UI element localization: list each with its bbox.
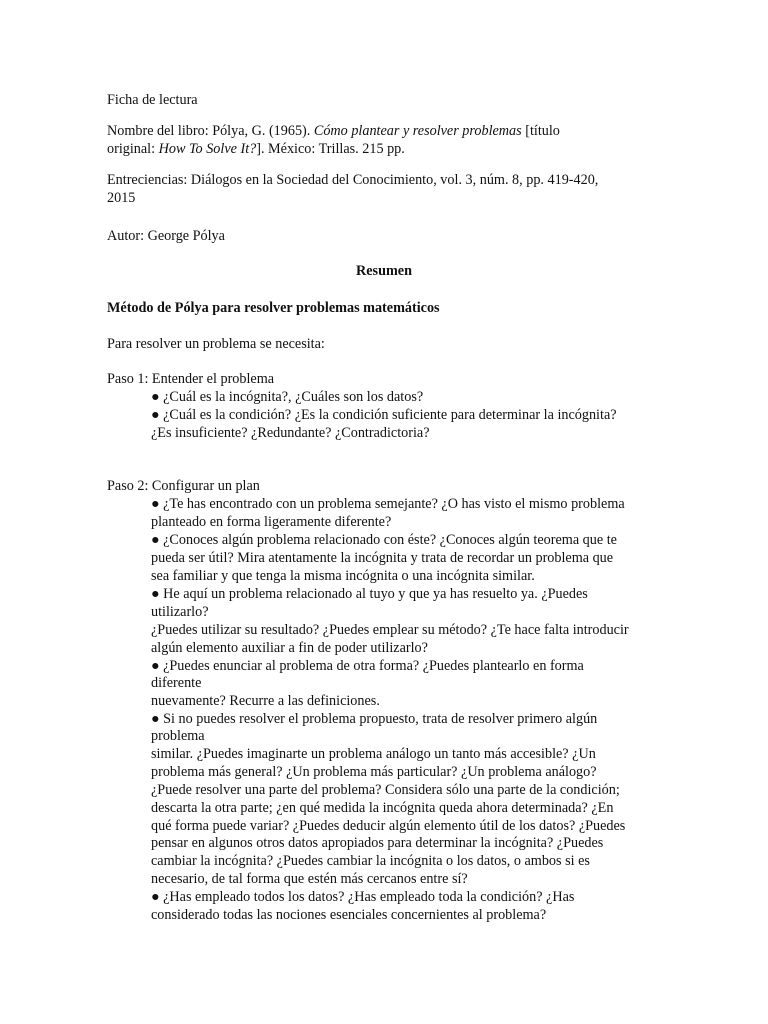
step2-line: ● Si no puedes resolver el problema propuesto, trata de resolver primero algún — [151, 711, 598, 727]
step2-line: qué forma puede variar? ¿Puedes deducir algún elemento útil de los datos? ¿Puedes — [151, 818, 626, 834]
step2-line: algún elemento auxiliar a fin de poder utilizarlo? — [151, 640, 428, 656]
source-line2: 2015 — [107, 190, 136, 206]
step2-line: planteado en forma ligeramente diferente? — [151, 514, 392, 530]
book-reference-line2 — [107, 141, 405, 158]
step2-line: similar. ¿Puedes imaginarte un problema análogo un tanto más accesible? ¿Un — [151, 746, 596, 762]
step2-line: necesario, de tal forma que estén más cercanos entre sí? — [151, 871, 468, 887]
book-reference-line1 — [107, 123, 560, 140]
step2-line: nuevamente? Recurre a las definiciones. — [151, 693, 380, 709]
step2-line: problema más general? ¿Un problema más particular? ¿Un problema análogo? — [151, 764, 597, 780]
step2-line: utilizarlo? — [151, 604, 209, 620]
step2-line: ¿Puedes utilizar su resultado? ¿Puedes emplear su método? ¿Te hace falta introducir — [151, 622, 629, 638]
step2-line: problema — [151, 728, 205, 744]
step2-line: ● ¿Has empleado todos los datos? ¿Has empleado toda la condición? ¿Has — [151, 889, 575, 905]
document-title: Ficha de lectura — [107, 92, 198, 108]
author: Autor: George Pólya — [107, 228, 225, 244]
book-prefix: Nombre del libro: Pólya, G. (1965). — [107, 123, 314, 139]
step2-line: descarta la otra parte; ¿en qué medida la incógnita queda ahora determinada? ¿En — [151, 800, 614, 816]
step2-line: cambiar la incógnita? ¿Puedes cambiar la incógnita o los datos, o ambos si es — [151, 853, 590, 869]
step2-line: pensar en algunos otros datos apropiados para determinar la incógnita? ¿Puedes — [151, 835, 604, 851]
step2-line: ● He aquí un problema relacionado al tuyo y que ya has resuelto ya. ¿Puedes — [151, 586, 588, 602]
book-after-title: [título — [521, 123, 560, 139]
step2-line: sea familiar y que tenga la misma incógnita o una incógnita similar. — [151, 568, 535, 584]
book-title: Cómo plantear y resolver problemas — [313, 123, 522, 139]
step2-line: ● ¿Puedes enunciar al problema de otra forma? ¿Puedes plantearlo en forma — [151, 658, 584, 674]
original-title: How To Solve It? — [158, 141, 257, 157]
original-prefix: original: — [107, 141, 159, 157]
method-heading: Método de Pólya para resolver problemas matemáticos — [107, 300, 440, 316]
step2-line: ¿Puede resolver una parte del problema? Considera sólo una parte de la condición; — [151, 782, 620, 798]
step1-line: ● ¿Cuál es la incógnita?, ¿Cuáles son los datos? — [151, 389, 424, 405]
step2-line: diferente — [151, 675, 202, 691]
step2-line: ● ¿Te has encontrado con un problema semejante? ¿O has visto el mismo problema — [151, 496, 625, 512]
step2-line: pueda ser útil? Mira atentamente la incógnita y trata de recordar un problema que — [151, 550, 614, 566]
intro-text: Para resolver un problema se necesita: — [107, 336, 325, 352]
original-suffix: ]. México: Trillas. 215 pp. — [256, 141, 405, 157]
step1-line: ¿Es insuficiente? ¿Redundante? ¿Contradictoria? — [151, 425, 430, 441]
step1-line: ● ¿Cuál es la condición? ¿Es la condición suficiente para determinar la incógnita? — [151, 407, 617, 423]
summary-heading: Resumen — [356, 263, 412, 279]
step1-title: Paso 1: Entender el problema — [107, 371, 275, 387]
step2-line: considerado todas las nociones esenciales concernientes al problema? — [151, 907, 547, 923]
source-line1: Entreciencias: Diálogos en la Sociedad del Conocimiento, vol. 3, núm. 8, pp. 419-420, — [107, 172, 599, 188]
step2-line: ● ¿Conoces algún problema relacionado con éste? ¿Conoces algún teorema que te — [151, 532, 617, 548]
step2-title: Paso 2: Configurar un plan — [107, 478, 260, 494]
